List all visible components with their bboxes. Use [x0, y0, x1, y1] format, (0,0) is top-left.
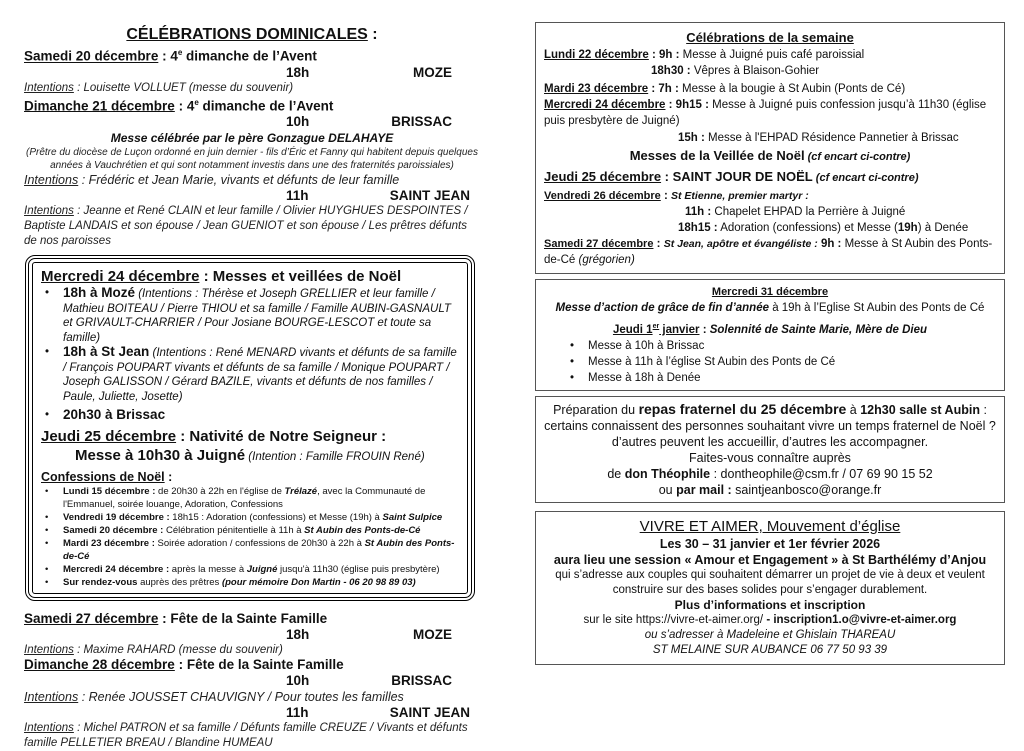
list-item: • Messe à 10h à Brissac — [566, 338, 996, 354]
week-entry: 18h30 : Vêpres à Blaison-Gohier — [651, 65, 820, 77]
meal-contact: de don Théophile : dontheophile@csm.fr / 07 69 90 15 52 — [607, 466, 933, 481]
mass-time-row: 10h BRISSAC — [286, 114, 452, 129]
holy-family-celebrations — [24, 611, 480, 751]
mass-time-row: 11h SAINT JEAN — [286, 188, 470, 203]
christmas-day-heading: Jeudi 25 décembre : Nativité de Notre Seigneur : — [41, 428, 387, 445]
vivre-contact: ou s’adresser à Madeleine et Ghislain THAREAU — [644, 628, 896, 641]
right-column — [535, 22, 1005, 670]
christmas-day-mass: Messe à 10h30 à Juigné (Intention : Famille FROUIN René) — [75, 447, 425, 464]
confessions-heading: Confessions de Noël : — [41, 470, 173, 484]
mass-time-row: 10h BRISSAC — [286, 673, 452, 688]
week-entry: 11h : Chapelet EHPAD la Perrière à Juigné — [685, 206, 906, 218]
christmas-day-note: Jeudi 25 décembre : SAINT JOUR DE NOËL (cf encart ci-contre) — [544, 169, 919, 184]
mass-time-row: 18h MOZE — [286, 627, 452, 642]
vivre-dates: Les 30 – 31 janvier et 1er février 2026 — [659, 536, 881, 551]
dec31-mass: Messe d’action de grâce de fin d’année à 19h à l’Eglise St Aubin des Ponts de Cé — [555, 302, 985, 314]
week-title: Célébrations de la semaine — [686, 30, 854, 45]
dec31-heading: Mercredi 31 décembre — [711, 286, 829, 298]
list-item: • Messe à 11h à l’église St Aubin des Ponts de Cé — [566, 354, 996, 370]
day-heading: Dimanche 28 décembre : Fête de la Sainte Famille — [24, 657, 344, 672]
list-item: • 20h30 à Brissac — [41, 407, 459, 424]
mass-time-row: 11h SAINT JEAN — [286, 705, 470, 720]
vivre-contact-2: ST MELAINE SUR AUBANCE 06 77 50 93 39 — [652, 643, 888, 656]
jan1-list — [544, 338, 996, 386]
jan1-heading: Jeudi 1er janvier : Solennité de Sainte Marie, Mère de Dieu — [612, 323, 928, 336]
vivre-session: aura lieu une session « Amour et Engagement » à St Barthélémy d’Anjou — [553, 552, 987, 567]
list-item: • Mardi 23 décembre : Soirée adoration / confessions de 20h30 à 22h à St Aubin des Ponts-de-Cé — [41, 537, 459, 563]
vivre-et-aimer-box — [535, 511, 1005, 665]
meal-line: d’autres peuvent les accueillir, d’autres les accompagner. — [611, 434, 929, 449]
list-item: • Mercredi 24 décembre : après la messe à Juigné jusqu'à 11h30 (église puis presbytère) — [41, 563, 459, 576]
vivre-title: VIVRE ET AIMER, Mouvement d’église — [639, 517, 901, 535]
left-column — [24, 25, 480, 751]
meal-mail: ou par mail : saintjeanbosco@orange.fr — [658, 482, 882, 497]
sunday-celebrations — [24, 25, 480, 249]
list-item: • Lundi 15 décembre : de 20h30 à 22h en l'église de Trélazé, avec la Communauté de l'Emmanuel, soirée louange, Adoration, Confessions — [41, 485, 459, 511]
meal-line: Préparation du repas fraternel du 25 décembre à 12h30 salle st Aubin : — [553, 400, 987, 417]
new-year-box — [535, 279, 1005, 391]
list-item: • 18h à St Jean (Intentions : René MENARD vivants et défunts de sa famille / François POUPART vivants et défunts de sa famille / Monique POUPART / Joseph GALISSON / Gérard BAZILE, vivants et défunts de nos familles / Paule, Juliette, Josette) — [41, 345, 459, 404]
list-item: • Sur rendez-vous auprès des prêtres (pour mémoire Don Martin - 06 20 98 89 03) — [41, 576, 459, 589]
list-item: • 18h à Mozé (Intentions : Thérèse et Joseph GRELLIER et leur famille / Mathieu BOITEAU / Pierre THIOU et sa famille / Famille AUBIN-GASNAULT et GRIVAULT-CHARRIER / Pour Josiane BOURGE-LESCOT et toute sa famille) — [41, 286, 459, 345]
vivre-site: sur le site https://vivre-et-aimer.org/ - inscription1.o@vivre-et-aimer.org — [583, 613, 957, 626]
christmas-eve-note: Messes de la Veillée de Noël (cf encart ci-contre) — [629, 148, 911, 163]
week-entry: Samedi 27 décembre : St Jean, apôtre et évangéliste : 9h : Messe à St Aubin des Ponts-de-Cé (grégorien) — [544, 238, 993, 266]
meal-line: certains connaissent des personnes souhaitant vivre un temps fraternel de Noël ? — [544, 418, 996, 433]
celebrant: Messe célébrée par le père Gonzague DELAHAYE — [110, 131, 394, 145]
week-entry: 15h : Messe à l'EHPAD Résidence Pannetier à Brissac — [678, 132, 959, 144]
intentions: Intentions : Jeanne et René CLAIN et leur famille / Olivier HUYGHUES DESPOINTES / Baptiste LANDAIS et son épouse / Jean GUENIOT et son épouse / Les prêtres défunts de nos paroisses — [24, 205, 468, 247]
intentions: Intentions : Michel PATRON et sa famille / Défunts famille CREUZE / Vivants et défunts famille PELLETIER BREAU / Blandine HUMEAU — [24, 722, 468, 749]
vivre-desc: qui s’adresse aux couples qui souhaitent démarrer un projet de vie à deux et veulent construire sur des bases solides pour s’engager durablement. — [555, 568, 985, 596]
list-item: • Samedi 20 décembre : Célébration pénitentielle à 11h à St Aubin des Ponts-de-Cé — [41, 524, 459, 537]
christmas-eve-list — [41, 286, 459, 424]
day-heading: Dimanche 21 décembre : 4e dimanche de l’Avent — [24, 97, 334, 113]
christmas-eve-heading: Mercredi 24 décembre : Messes et veillées de Noël — [41, 268, 402, 285]
week-celebrations-box — [535, 22, 1005, 274]
confessions-list — [41, 485, 459, 589]
intentions: Intentions : Frédéric et Jean Marie, vivants et défunts de leur famille — [24, 173, 400, 187]
intentions: Intentions : Maxime RAHARD (messe du souvenir) — [24, 644, 283, 656]
vivre-info: Plus d’informations et inscription — [674, 597, 866, 612]
list-item: • Vendredi 19 décembre : 18h15 : Adoration (confessions) et Messe (19h) à Saint Sulpice — [41, 511, 459, 524]
meal-line: Faites-vous connaître auprès — [689, 450, 851, 465]
week-entry: Mercredi 24 décembre : 9h15 : Messe à Juigné puis confession jusqu’à 11h30 (église puis presbytère de Juigné) — [544, 99, 987, 127]
page-title: CÉLÉBRATIONS DOMINICALES : — [126, 26, 378, 43]
week-entry: Lundi 22 décembre : 9h : Messe à Juigné puis café paroissial — [544, 49, 865, 61]
celebrant-note: (Prêtre du diocèse de Luçon ordonné en juin dernier - fils d’Éric et Fanny qui habitent depuis quelques années à Vauchrétien et qui sont notamment investis dans une des fraternités paroissiales) — [26, 147, 478, 171]
week-entry: 18h15 : Adoration (confessions) et Messe (19h) à Denée — [678, 222, 969, 234]
week-entry: Mardi 23 décembre : 7h : Messe à la bougie à St Aubin (Ponts de Cé) — [544, 83, 906, 95]
intentions: Intentions : Louisette VOLLUET (messe du souvenir) — [24, 81, 294, 94]
day-heading: Samedi 27 décembre : Fête de la Sainte Famille — [24, 611, 328, 626]
intentions: Intentions : Renée JOUSSET CHAUVIGNY / Pour toutes les familles — [24, 690, 404, 704]
mass-time-row: 18h MOZE — [286, 64, 452, 80]
list-item: • Messe à 18h à Denée — [566, 370, 996, 386]
day-heading: Samedi 20 décembre : 4e dimanche de l’Avent — [24, 48, 317, 64]
week-entry: Vendredi 26 décembre : St Etienne, premier martyr : — [544, 190, 809, 202]
christmas-box — [25, 255, 475, 601]
fraternal-meal-box — [535, 396, 1005, 503]
